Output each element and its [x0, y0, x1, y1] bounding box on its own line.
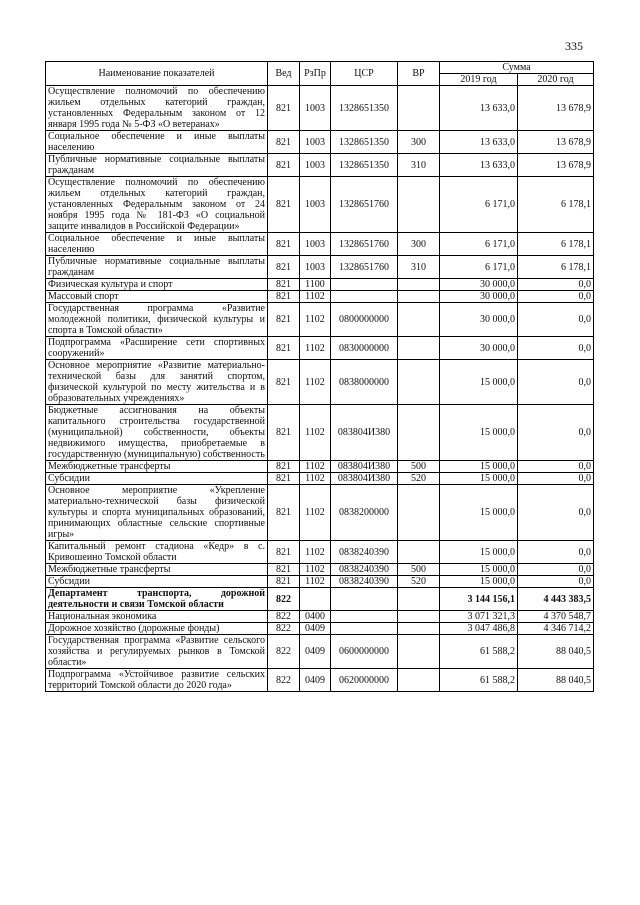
cell-vr: 500 — [398, 461, 440, 473]
cell-ved: 821 — [268, 337, 300, 360]
cell-ved: 821 — [268, 279, 300, 291]
cell-name: Субсидии — [46, 473, 268, 485]
cell-rzpr: 1003 — [300, 154, 331, 177]
table-row — [46, 611, 594, 623]
cell-2020: 4 370 548,7 — [518, 611, 594, 623]
cell-csr — [331, 291, 398, 303]
cell-vr — [398, 291, 440, 303]
cell-2020: 0,0 — [518, 337, 594, 360]
cell-vr — [398, 588, 440, 611]
cell-2019: 13 633,0 — [440, 131, 518, 154]
cell-name: Подпрограмма «Устойчивое развитие сельских территорий Томской области до 2020 года» — [46, 669, 268, 692]
cell-ved: 821 — [268, 360, 300, 405]
cell-name: Национальная экономика — [46, 611, 268, 623]
cell-ved: 821 — [268, 473, 300, 485]
cell-rzpr: 1102 — [300, 405, 331, 461]
cell-2019: 15 000,0 — [440, 485, 518, 541]
cell-vr — [398, 669, 440, 692]
cell-2019: 6 171,0 — [440, 177, 518, 233]
cell-ved: 821 — [268, 177, 300, 233]
cell-csr: 083804И380 — [331, 473, 398, 485]
cell-2020: 13 678,9 — [518, 86, 594, 131]
cell-rzpr: 1102 — [300, 576, 331, 588]
cell-2020: 0,0 — [518, 485, 594, 541]
cell-ved: 821 — [268, 485, 300, 541]
cell-vr: 300 — [398, 233, 440, 256]
cell-2020: 88 040,5 — [518, 635, 594, 669]
cell-vr — [398, 303, 440, 337]
cell-2020: 6 178,1 — [518, 177, 594, 233]
header-rzpr: РзПр — [300, 62, 331, 86]
cell-rzpr: 1102 — [300, 291, 331, 303]
cell-rzpr: 0409 — [300, 635, 331, 669]
cell-ved: 821 — [268, 541, 300, 564]
table-row — [46, 233, 594, 256]
cell-csr: 0600000000 — [331, 635, 398, 669]
cell-csr: 083804И380 — [331, 461, 398, 473]
cell-ved: 821 — [268, 405, 300, 461]
cell-csr — [331, 623, 398, 635]
cell-2019: 15 000,0 — [440, 360, 518, 405]
cell-2020: 0,0 — [518, 564, 594, 576]
cell-ved: 822 — [268, 635, 300, 669]
cell-2019: 15 000,0 — [440, 541, 518, 564]
cell-csr: 1328651350 — [331, 131, 398, 154]
cell-2020: 0,0 — [518, 279, 594, 291]
cell-ved: 821 — [268, 256, 300, 279]
cell-ved: 821 — [268, 576, 300, 588]
cell-2020: 0,0 — [518, 576, 594, 588]
table-row — [46, 154, 594, 177]
cell-2019: 30 000,0 — [440, 291, 518, 303]
cell-ved: 821 — [268, 303, 300, 337]
table-body — [46, 86, 594, 692]
cell-csr: 1328651350 — [331, 154, 398, 177]
cell-rzpr: 1003 — [300, 131, 331, 154]
header-name: Наименование показателей — [46, 62, 268, 86]
cell-csr: 1328651760 — [331, 233, 398, 256]
cell-csr: 1328651350 — [331, 86, 398, 131]
table-row — [46, 360, 594, 405]
cell-name: Публичные нормативные социальные выплаты гражданам — [46, 256, 268, 279]
table-row — [46, 473, 594, 485]
header-vr: ВР — [398, 62, 440, 86]
cell-ved: 822 — [268, 611, 300, 623]
cell-csr: 0838000000 — [331, 360, 398, 405]
cell-2020: 0,0 — [518, 461, 594, 473]
cell-2020: 0,0 — [518, 291, 594, 303]
cell-rzpr: 0409 — [300, 669, 331, 692]
cell-2019: 3 071 321,3 — [440, 611, 518, 623]
cell-name: Осуществление полномочий по обеспечению жильем отдельных категорий граждан, установленных Федеральным законом от 12 января 1995 года № 5-ФЗ «О ветеранах» — [46, 86, 268, 131]
cell-csr: 0830000000 — [331, 337, 398, 360]
cell-2019: 61 588,2 — [440, 635, 518, 669]
cell-vr: 310 — [398, 154, 440, 177]
cell-2019: 30 000,0 — [440, 337, 518, 360]
cell-ved: 821 — [268, 86, 300, 131]
cell-ved: 822 — [268, 669, 300, 692]
table-row — [46, 291, 594, 303]
cell-2020: 0,0 — [518, 405, 594, 461]
cell-rzpr: 0409 — [300, 623, 331, 635]
cell-name: Подпрограмма «Расширение сети спортивных сооружений» — [46, 337, 268, 360]
header-year-2019: 2019 год — [440, 74, 518, 86]
cell-2020: 6 178,1 — [518, 256, 594, 279]
page-number: 335 — [565, 39, 583, 53]
cell-csr: 0838200000 — [331, 485, 398, 541]
cell-name: Государственная программа «Развитие сельского хозяйства и регулируемых рынков в Томской области» — [46, 635, 268, 669]
table-row — [46, 541, 594, 564]
cell-csr — [331, 611, 398, 623]
cell-rzpr: 1102 — [300, 541, 331, 564]
cell-rzpr: 1003 — [300, 233, 331, 256]
cell-2019: 6 171,0 — [440, 256, 518, 279]
cell-ved: 821 — [268, 461, 300, 473]
table-row — [46, 303, 594, 337]
cell-vr: 500 — [398, 564, 440, 576]
cell-rzpr: 1102 — [300, 303, 331, 337]
cell-rzpr: 1102 — [300, 461, 331, 473]
cell-2020: 13 678,9 — [518, 154, 594, 177]
cell-2020: 0,0 — [518, 541, 594, 564]
cell-2020: 4 346 714,2 — [518, 623, 594, 635]
cell-vr — [398, 177, 440, 233]
cell-vr — [398, 623, 440, 635]
cell-2019: 30 000,0 — [440, 279, 518, 291]
cell-csr: 0838240390 — [331, 541, 398, 564]
cell-ved: 821 — [268, 154, 300, 177]
cell-csr: 0800000000 — [331, 303, 398, 337]
cell-2019: 15 000,0 — [440, 405, 518, 461]
cell-2020: 88 040,5 — [518, 669, 594, 692]
cell-csr: 1328651760 — [331, 256, 398, 279]
table-row — [46, 485, 594, 541]
cell-vr — [398, 485, 440, 541]
cell-vr — [398, 86, 440, 131]
cell-rzpr: 0400 — [300, 611, 331, 623]
table-row — [46, 669, 594, 692]
cell-name: Департамент транспорта, дорожной деятельности и связи Томской области — [46, 588, 268, 611]
cell-csr: 083804И380 — [331, 405, 398, 461]
cell-csr: 0838240390 — [331, 564, 398, 576]
cell-vr — [398, 337, 440, 360]
cell-rzpr: 1003 — [300, 177, 331, 233]
cell-vr — [398, 611, 440, 623]
cell-ved: 821 — [268, 291, 300, 303]
cell-vr: 520 — [398, 576, 440, 588]
cell-vr — [398, 405, 440, 461]
budget-table — [45, 61, 594, 692]
cell-2019: 15 000,0 — [440, 576, 518, 588]
cell-vr: 300 — [398, 131, 440, 154]
cell-vr — [398, 279, 440, 291]
table-row — [46, 131, 594, 154]
cell-ved: 821 — [268, 233, 300, 256]
cell-2020: 0,0 — [518, 473, 594, 485]
table-row — [46, 256, 594, 279]
cell-csr: 1328651760 — [331, 177, 398, 233]
table-row — [46, 279, 594, 291]
cell-name: Социальное обеспечение и иные выплаты населению — [46, 131, 268, 154]
cell-csr — [331, 588, 398, 611]
cell-2019: 6 171,0 — [440, 233, 518, 256]
header-csr: ЦСР — [331, 62, 398, 86]
cell-2020: 6 178,1 — [518, 233, 594, 256]
table-row — [46, 623, 594, 635]
cell-name: Физическая культура и спорт — [46, 279, 268, 291]
cell-ved: 822 — [268, 588, 300, 611]
cell-2019: 13 633,0 — [440, 86, 518, 131]
cell-2019: 13 633,0 — [440, 154, 518, 177]
cell-vr — [398, 360, 440, 405]
cell-rzpr: 1003 — [300, 86, 331, 131]
cell-csr: 0838240390 — [331, 576, 398, 588]
cell-csr: 0620000000 — [331, 669, 398, 692]
table-row — [46, 564, 594, 576]
cell-rzpr: 1102 — [300, 564, 331, 576]
table-row — [46, 86, 594, 131]
cell-2019: 15 000,0 — [440, 473, 518, 485]
cell-rzpr: 1102 — [300, 485, 331, 541]
cell-2020: 4 443 383,5 — [518, 588, 594, 611]
cell-vr — [398, 541, 440, 564]
cell-name: Бюджетные ассигнования на объекты капитального строительства государственной (муниципальной) собственности, объекты недвижимого имущества, приобретаемые в государственную (муниципальную) собственность — [46, 405, 268, 461]
cell-ved: 821 — [268, 131, 300, 154]
cell-rzpr: 1102 — [300, 473, 331, 485]
cell-name: Публичные нормативные социальные выплаты гражданам — [46, 154, 268, 177]
table-row — [46, 337, 594, 360]
cell-vr — [398, 635, 440, 669]
cell-2019: 30 000,0 — [440, 303, 518, 337]
table-row — [46, 177, 594, 233]
cell-vr: 310 — [398, 256, 440, 279]
cell-ved: 822 — [268, 623, 300, 635]
cell-2019: 61 588,2 — [440, 669, 518, 692]
cell-ved: 821 — [268, 564, 300, 576]
cell-2019: 3 047 486,8 — [440, 623, 518, 635]
cell-name: Дорожное хозяйство (дорожные фонды) — [46, 623, 268, 635]
cell-name: Государственная программа «Развитие молодежной политики, физической культуры и спорта в Томской области» — [46, 303, 268, 337]
cell-2019: 3 144 156,1 — [440, 588, 518, 611]
cell-name: Социальное обеспечение и иные выплаты населению — [46, 233, 268, 256]
table-row — [46, 588, 594, 611]
table-row — [46, 461, 594, 473]
cell-csr — [331, 279, 398, 291]
cell-name: Капитальный ремонт стадиона «Кедр» в с. Кривошеино Томской области — [46, 541, 268, 564]
header-ved: Вед — [268, 62, 300, 86]
table-row — [46, 576, 594, 588]
cell-name: Осуществление полномочий по обеспечению жильем отдельных категорий граждан, установленных Федеральным законом от 24 ноября 1995 года № 181-ФЗ «О социальной защите инвалидов в Российской Федерации» — [46, 177, 268, 233]
cell-name: Межбюджетные трансферты — [46, 461, 268, 473]
table-row — [46, 405, 594, 461]
cell-vr: 520 — [398, 473, 440, 485]
cell-rzpr: 1102 — [300, 337, 331, 360]
cell-rzpr — [300, 588, 331, 611]
cell-2019: 15 000,0 — [440, 461, 518, 473]
cell-name: Массовый спорт — [46, 291, 268, 303]
cell-name: Межбюджетные трансферты — [46, 564, 268, 576]
header-sum: Сумма — [440, 62, 594, 74]
cell-rzpr: 1100 — [300, 279, 331, 291]
header-year-2020: 2020 год — [518, 74, 594, 86]
cell-2020: 13 678,9 — [518, 131, 594, 154]
cell-rzpr: 1003 — [300, 256, 331, 279]
cell-name: Основное мероприятие «Укрепление материально-технической базы физической культуры и спорта муниципальных образований, принимающих областные сельские спортивные игры» — [46, 485, 268, 541]
cell-2020: 0,0 — [518, 360, 594, 405]
table-row — [46, 635, 594, 669]
cell-2020: 0,0 — [518, 303, 594, 337]
cell-rzpr: 1102 — [300, 360, 331, 405]
cell-name: Основное мероприятие «Развитие материально-технической базы для занятий спортом, физической культурой по месту жительства и в образовательных учреждениях» — [46, 360, 268, 405]
cell-name: Субсидии — [46, 576, 268, 588]
cell-2019: 15 000,0 — [440, 564, 518, 576]
